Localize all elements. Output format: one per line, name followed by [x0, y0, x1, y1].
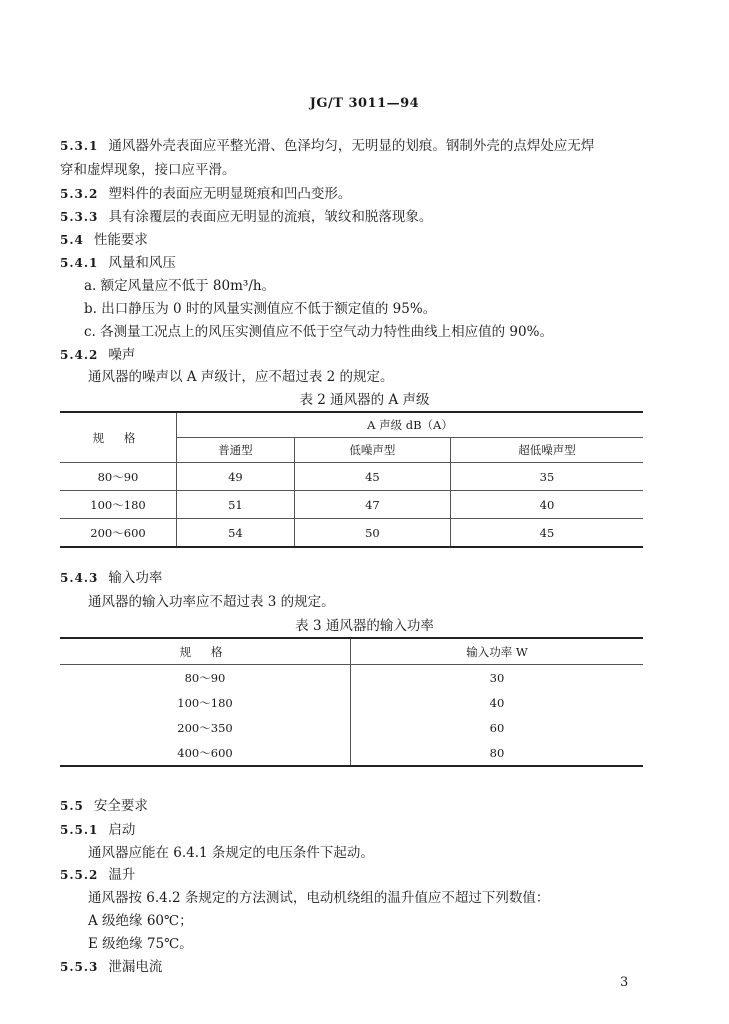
table-cell: 80 — [489, 745, 505, 760]
insulation-class-a: A 级绝缘 60℃； — [88, 913, 193, 929]
clause-title: 温升 — [108, 867, 136, 883]
list-item-b: b. 出口静压为 0 时的风量实测值应不低于额定值的 95%。 — [84, 301, 437, 317]
table-cell: 49 — [177, 463, 295, 491]
clause-number: 5.5.2 — [60, 868, 99, 882]
clause-number: 5.3.2 — [60, 187, 99, 201]
table-cell: 400～600 — [60, 740, 351, 766]
table-cell: 100～180 — [60, 491, 177, 519]
table-cell: 80～90 — [60, 463, 177, 491]
clause-number: 5.4.3 — [60, 571, 99, 585]
clause-number: 5.5.3 — [60, 960, 99, 974]
table-cell: 50 — [294, 519, 450, 548]
clause-number: 5.3.3 — [60, 210, 99, 224]
clause-5-4-3-body: 通风器的输入功率应不超过表 3 的规定。 — [88, 594, 335, 610]
clause-title: 风量和风压 — [108, 255, 176, 271]
clause-number: 5.4.1 — [60, 256, 99, 270]
table-cell: 40 — [450, 491, 643, 519]
table-cell: 54 — [177, 519, 295, 548]
table-row — [60, 665, 643, 691]
table-cell: 47 — [294, 491, 450, 519]
section-number: 5.4 — [60, 233, 84, 247]
table-cell: 40 — [489, 695, 505, 710]
clause-5-5-1-body: 通风器应能在 6.4.1 条规定的电压条件下起动。 — [88, 845, 374, 861]
clause-title: 噪声 — [108, 347, 136, 363]
table-header: 超低噪声型 — [450, 438, 643, 463]
table-cell: 30 — [489, 670, 505, 685]
section-number: 5.5 — [60, 799, 84, 813]
clause-5-4-2 — [60, 346, 135, 364]
table-cell: 60 — [489, 720, 505, 735]
clause-5-3-2 — [60, 185, 351, 203]
input-power-table — [60, 637, 643, 767]
table-cell: 200～600 — [60, 519, 177, 548]
clause-title: 输入功率 — [108, 570, 163, 586]
table-cell: 100～180 — [60, 690, 351, 715]
clause-title: 泄漏电流 — [108, 959, 163, 975]
table-3-caption: 表 3 通风器的输入功率 — [295, 618, 434, 634]
clause-number: 5.3.1 — [60, 139, 99, 153]
table-cell: 200～350 — [60, 715, 351, 740]
standard-number-header: JG/T 3011—94 — [309, 96, 420, 111]
section-5-4 — [60, 231, 148, 249]
table-row — [60, 519, 643, 548]
noise-level-table — [60, 411, 643, 548]
clause-5-5-2 — [60, 866, 135, 884]
clause-5-4-1 — [60, 254, 176, 272]
table-row — [60, 491, 643, 519]
clause-title: 启动 — [108, 822, 136, 838]
clause-5-5-3 — [60, 958, 162, 976]
table-cell: 45 — [294, 463, 450, 491]
table-header: 普通型 — [177, 438, 295, 463]
table-2-caption: 表 2 通风器的 A 声级 — [299, 392, 430, 408]
section-title: 性能要求 — [93, 232, 148, 248]
table-header: A 声级 dB（A） — [177, 412, 644, 438]
section-title: 安全要求 — [93, 798, 148, 814]
insulation-class-e: E 级绝缘 75℃。 — [88, 936, 193, 952]
list-item-c: c. 各测量工况点上的风压实测值应不低于空气动力特性曲线上相应值的 90%。 — [84, 324, 553, 340]
clause-5-4-2-body: 通风器的噪声以 A 声级计，应不超过表 2 的规定。 — [88, 369, 394, 385]
table-header: 低噪声型 — [294, 438, 450, 463]
table-cell: 80～90 — [60, 665, 351, 691]
table-header: 规 格 — [60, 638, 351, 665]
table-cell: 35 — [450, 463, 643, 491]
list-item-a: a. 额定风量应不低于 80m³/h。 — [84, 278, 276, 294]
clause-5-4-3 — [60, 569, 162, 587]
table-row — [60, 690, 643, 715]
clause-text: 具有涂覆层的表面应无明显的流痕，皱纹和脱落现象。 — [108, 209, 433, 225]
table-header: 输入功率 W — [351, 638, 644, 665]
table-row — [60, 715, 643, 740]
clause-5-5-2-body: 通风器按 6.4.2 条规定的方法测试，电动机绕组的温升值应不超过下列数值： — [88, 890, 550, 906]
clause-5-3-1 — [60, 137, 594, 155]
clause-number: 5.4.2 — [60, 348, 99, 362]
table-cell: 51 — [177, 491, 295, 519]
table-header: 规 格 — [60, 412, 177, 463]
table-row — [60, 740, 643, 766]
clause-5-5-1 — [60, 821, 135, 839]
clause-5-3-1-continued: 穿和虚焊现象，接口应平滑。 — [60, 162, 236, 178]
table-cell: 45 — [450, 519, 643, 548]
clause-text: 塑料件的表面应无明显斑痕和凹凸变形。 — [108, 186, 352, 202]
table-row — [60, 463, 643, 491]
page-number: 3 — [620, 975, 629, 990]
section-5-5 — [60, 797, 148, 815]
clause-number: 5.5.1 — [60, 823, 99, 837]
clause-5-3-3 — [60, 208, 432, 226]
clause-text: 通风器外壳表面应平整光滑、色泽均匀，无明显的划痕。钢制外壳的点焊处应无焊 — [108, 138, 595, 154]
